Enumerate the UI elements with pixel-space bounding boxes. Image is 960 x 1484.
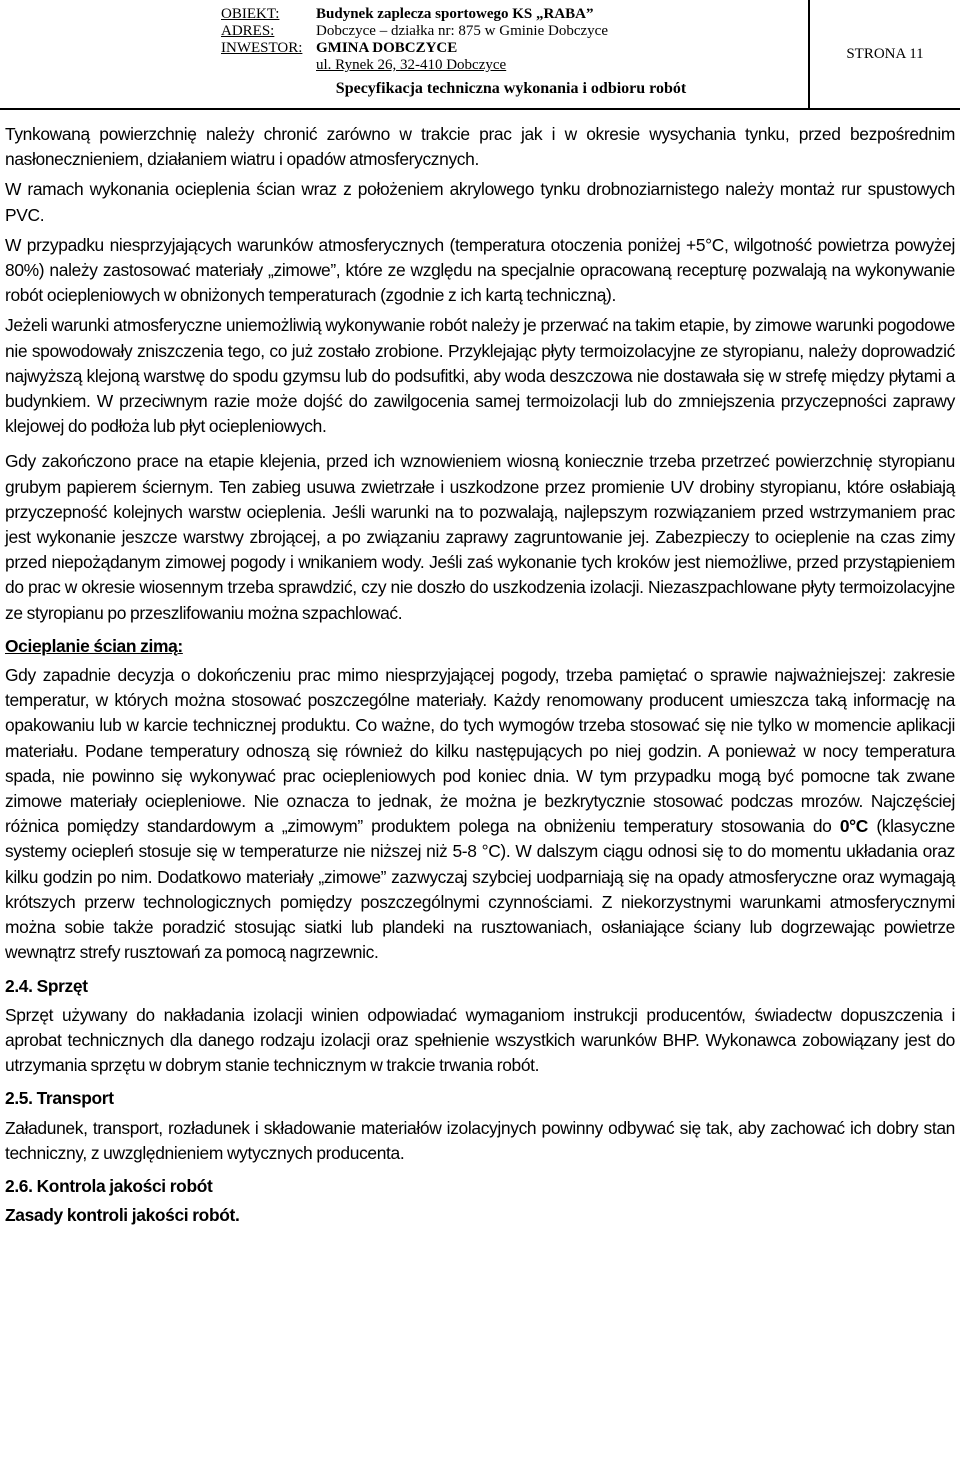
winter-text-part-1: Gdy zapadnie decyzja o dokończeniu prac mimo niesprzyjającej pogody, trzeba pamiętać o sprawie najważniejszej: zakresie temperatur, w których można stosować poszczególne materiały. Każdy renomowany producent umieszcza taką informację na opakowaniu lub w karcie technicznej produktu. Co ważne, do tych wymogów trzeba stosować się nie tylko w momencie aplikacji materiału. Podane temperatury odnoszą się również do kilku następujących po niej godzin. A ponieważ w nocy temperatura spada, nie powinno się wykonywać prac ociepleniowych pod koniec dnia. W tym przypadku mogą być pomocne tak zwane zimowe materiały ociepleniowe. Nie oznacza to jednak, że można je bezkrytycznie stosować podczas mrozów. Najczęściej różnica pomiędzy standardowym a „zimowym” produktem polega na obniżeniu temperatury stosowania do [5, 665, 955, 837]
paragraph-plaster-protection: Tynkowaną powierzchnię należy chronić zarówno w trakcie prac jak i w okresie wysychania tynku, przed bezpośrednim nasłonecznieniem, działaniem wiatru i opadów atmosferycznych. [5, 124, 955, 170]
header-row-inwestor-address [221, 57, 608, 74]
header-row-inwestor [221, 40, 608, 57]
adres-value: Dobczyce – działka nr: 875 w Gminie Dobczyce [316, 23, 608, 39]
adres-label: ADRES: [221, 23, 275, 39]
paragraph-interrupt-works: Jeżeli warunki atmosferyczne uniemożliwią wykonywanie robót należy je przerwać na takim etapie, by zimowe warunki pogodowe nie spowodowały zniszczenia tego, co już zostało zrobione. Przyklejając płyty termoizolacyjne ze styropianu, należy doprowadzić najwyższą klejoną warstwę do spodu gzymsu lub do podsufitki, aby woda deszczowa nie dostawała się w strefę między płytami a budynkiem. W przeciwnym razie może dojść do zawilgocenia samej termoizolacji lub do zmniejszenia przyczepności zaprawy klejowej do podłoża lub płyt ociepleniowych. [5, 315, 955, 437]
paragraph-equipment: Sprzęt używany do nakładania izolacji winien odpowiadać wymaganiom instrukcji producentów, świadectw dopuszczenia i aprobat technicznych dla danego rodzaju izolacji oraz spełnienie wszystkich warunków BHP. Wykonawca zobowiązany jest do utrzymania sprzętu w dobrym stanie technicznym w trakcie trwania robót. [5, 1004, 955, 1076]
inwestor-value: GMINA DOBCZYCE [316, 40, 458, 56]
header-row-obiekt [221, 6, 608, 23]
heading-quality-rules: Zasady kontroli jakości robót. [5, 1205, 240, 1226]
winter-temperature-bold: 0°C [839, 816, 868, 837]
paragraph-winter-materials: W przypadku niesprzyjających warunków atmosferycznych (temperatura otoczenia poniżej +5°C, wilgotność powietrza powyżej 80%) należy zastosować materiały „zimowe”, które ze względu na specjalnie opracowaną recepturę pozwalają na wykonywanie robót ociepleniowych w obniżonych temperaturach (zgodnie z ich kartą techniczną). [5, 234, 955, 306]
heading-transport: 2.5. Transport [5, 1088, 114, 1109]
inwestor-label: INWESTOR: [221, 40, 303, 56]
heading-winter-insulation: Ocieplanie ścian zimą: [5, 635, 183, 656]
header-row-adres [221, 23, 608, 40]
document-body [5, 122, 955, 1232]
page-header [0, 0, 960, 110]
page-number: STRONA 11 [846, 46, 924, 62]
header-info-table [221, 6, 608, 74]
heading-quality-control: 2.6. Kontrola jakości robót [5, 1175, 213, 1196]
paragraph-resume-spring: Gdy zakończono prace na etapie klejenia, przed ich wznowieniem wiosną koniecznie trzeba przetrzeć powierzchnię styropianu grubym papierem ściernym. Ten zabieg usuwa zwietrzałe i uszkodzone przez promienie UV drobiny styropianu, które osłabiają przyczepność kolejnych warstw ocieplenia. Jeśli warunki na to pozwalają, najlepszym rozwiązaniem przed wstrzymaniem prac jest wykonanie jeszcze warstwy zbrojącej, a po związaniu zaprawy zagruntowanie jej. Zabezpieczy to ocieplenie na czas zimy przed niepożądanym zimowej pogody i wnikaniem wody. Jeśli zaś wykonanie tych kroków jest niemożliwe, przed przystąpieniem do prac w okresie wiosennym trzeba sprawdzić, czy nie doszło do uszkodzenia izolacji. Niezaszpachlowane płyty termoizolacyjne ze styropianu po przeszlifowaniu można szpachlować. [5, 451, 955, 623]
paragraph-pvc-pipes: W ramach wykonania ocieplenia ścian wraz z położeniem akrylowego tynku drobnoziarnistego należy montaż rur spustowych PVC. [5, 179, 955, 225]
winter-text-part-2: (klasyczne systemy ociepleń stosuje się w temperaturze nie niższej niż 5-8 °C). W dalszym ciągu odnosi się to do momentu układania oraz kilku godzin po nim. Dodatkowo materiały „zimowe” zazwyczaj szybciej uodparniają się na opady atmosferyczne oraz wymagają krótszych przerw technologicznych pomiędzy poszczególnymi czynnościami. Z niekorzystnymi warunkami atmosferycznymi można sobie także poradzić stosując siatki lub plandeki na rusztowaniach, osłaniające ściany lub dogrzewając powietrze wewnątrz strefy rusztowań za pomocą nagrzewnic. [5, 816, 955, 963]
paragraph-winter-insulation [5, 663, 955, 965]
heading-equipment: 2.4. Sprzęt [5, 975, 88, 996]
inwestor-address: ul. Rynek 26, 32-410 Dobczyce [316, 57, 507, 73]
paragraph-transport: Załadunek, transport, rozładunek i składowanie materiałów izolacyjnych powinny odbywać się tak, aby zachować ich dobry stan techniczny, z uwzględnieniem wytycznych producenta. [5, 1117, 955, 1163]
obiekt-label: OBIEKT: [221, 6, 280, 22]
obiekt-value: Budynek zaplecza sportowego KS „RABA” [316, 6, 594, 22]
spec-title: Specyfikacja techniczna wykonania i odbioru robót [335, 80, 687, 97]
